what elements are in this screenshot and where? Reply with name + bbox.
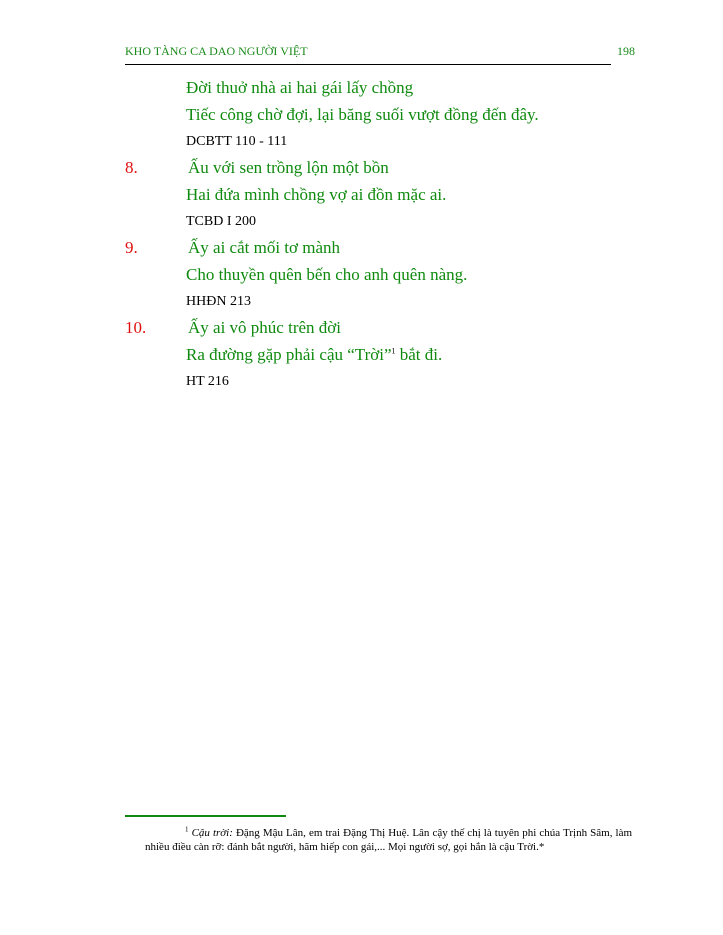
source-reference: DCBTT 110 - 111: [186, 134, 288, 149]
footnote-term: Cậu trời:: [191, 827, 233, 839]
verse-text: Ra đường gặp phải cậu “Trời”: [186, 345, 392, 364]
source-reference: HT 216: [186, 374, 229, 389]
verse-line: Ấu với sen trồng lộn một bồn: [188, 158, 389, 177]
footnote: [145, 827, 632, 854]
verse-line: Tiếc công chờ đợi, lại băng suối vượt đồng đến đây.: [186, 105, 539, 124]
footnote-reference: 1: [391, 346, 396, 356]
source-reference: TCBD I 200: [186, 214, 256, 229]
source-reference: HHĐN 213: [186, 294, 251, 309]
page-header: [125, 44, 635, 65]
footnote-marker: 1: [185, 825, 189, 834]
page-number: 198: [617, 44, 635, 58]
verse-line: Cho thuyền quên bến cho anh quên nàng.: [186, 265, 468, 284]
verse-line: [186, 345, 442, 365]
entry-number: 10.: [125, 318, 147, 337]
entry-number: 9.: [125, 238, 138, 257]
footnote-separator: [125, 815, 286, 817]
verse-text: bắt đi.: [395, 345, 443, 364]
footnote-text: Đặng Mậu Lân, em trai Đặng Thị Huệ. Lân cậy thế chị là tuyên phi chúa Trịnh Sâm, làm nhiều điều càn rỡ: đánh bắt người, hãm hiếp con gái,... Mọi người sợ, gọi hắn là cậu Trời.*: [145, 827, 633, 853]
entry-number: 8.: [125, 158, 138, 177]
verse-line: Hai đứa mình chồng vợ ai đồn mặc ai.: [186, 185, 447, 204]
verse-line: Ấy ai cắt mối tơ mành: [188, 238, 341, 257]
verse-line: Đời thuở nhà ai hai gái lấy chồng: [186, 78, 414, 97]
running-title: KHO TÀNG CA DAO NGƯỜI VIỆT: [125, 44, 308, 58]
verse-line: Ấy ai vô phúc trên đời: [188, 318, 341, 337]
